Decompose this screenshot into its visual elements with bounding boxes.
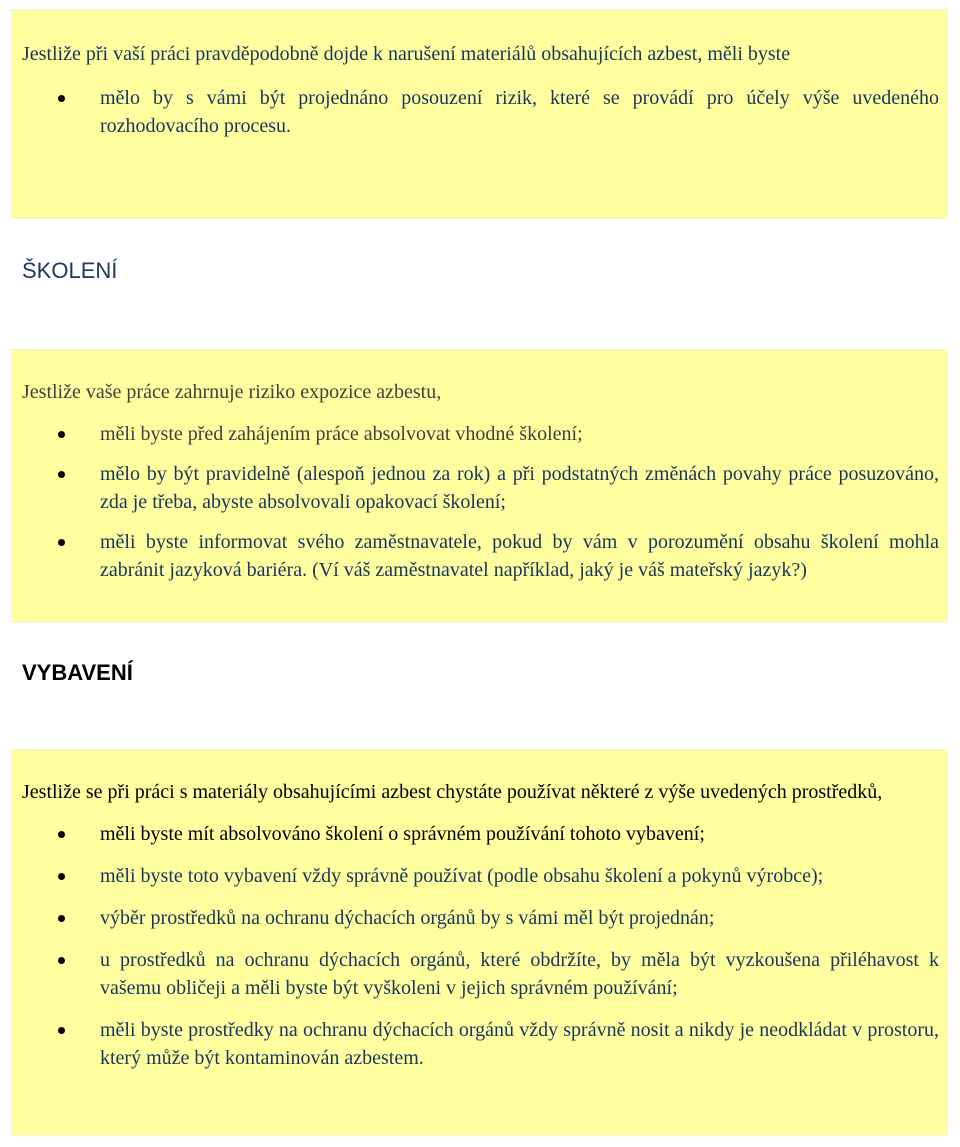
training-intro: Jestliže vaše práce zahrnuje riziko expozice azbestu, — [22, 381, 442, 403]
equipment-intro: Jestliže se při práci s materiály obsahujícími azbest chystáte používat některé z výše uvedených prostředků, — [22, 781, 883, 803]
section-heading-equipment: VYBAVENÍ — [22, 660, 133, 685]
bullet-icon — [58, 539, 65, 546]
bullet-icon — [58, 95, 65, 102]
risk-assessment-list — [22, 84, 939, 140]
risk-assessment-box — [12, 10, 947, 218]
list-item: mělo by s vámi být projednáno posouzení rizik, které se provádí pro účely výše uvedeného rozhodovacího procesu. — [22, 84, 939, 140]
risk-assessment-intro: Jestliže při vaší práci pravděpodobně dojde k narušení materiálů obsahujících azbest, měli byste — [22, 43, 791, 65]
bullet-icon — [58, 1027, 65, 1034]
list-item: měli byste mít absolvováno školení o správném používání tohoto vybavení; — [22, 820, 939, 848]
list-item: výběr prostředků na ochranu dýchacích orgánů by s vámi měl být projednán; — [22, 904, 939, 932]
bullet-icon — [58, 873, 65, 880]
list-item: měli byste informovat svého zaměstnavatele, pokud by vám v porozumění obsahu školení mohla zabránit jazyková bariéra. (Ví váš zaměstnavatel například, jaký je váš mateřský jazyk?) — [22, 528, 939, 584]
list-item: mělo by být pravidelně (alespoň jednou za rok) a při podstatných změnách povahy práce posuzováno, zda je třeba, abyste absolvovali opakovací školení; — [22, 460, 939, 516]
training-box — [12, 350, 947, 622]
bullet-icon — [58, 957, 65, 964]
equipment-list — [22, 820, 939, 1072]
bullet-icon — [58, 471, 65, 478]
equipment-box — [12, 750, 947, 1135]
section-heading-training: ŠKOLENÍ — [22, 258, 118, 283]
list-item: u prostředků na ochranu dýchacích orgánů, které obdržíte, by měla být vyzkoušena přiléhavost k vašemu obličeji a měli byste být vyškoleni v jejich správném používání; — [22, 946, 939, 1002]
bullet-icon — [58, 831, 65, 838]
training-list — [22, 420, 939, 584]
list-item: měli byste toto vybavení vždy správně používat (podle obsahu školení a pokynů výrobce); — [22, 862, 939, 890]
bullet-icon — [58, 915, 65, 922]
bullet-icon — [58, 431, 65, 438]
list-item: měli byste prostředky na ochranu dýchacích orgánů vždy správně nosit a nikdy je neodkládat v prostoru, který může být kontaminován azbestem. — [22, 1016, 939, 1072]
list-item: měli byste před zahájením práce absolvovat vhodné školení; — [22, 420, 939, 448]
